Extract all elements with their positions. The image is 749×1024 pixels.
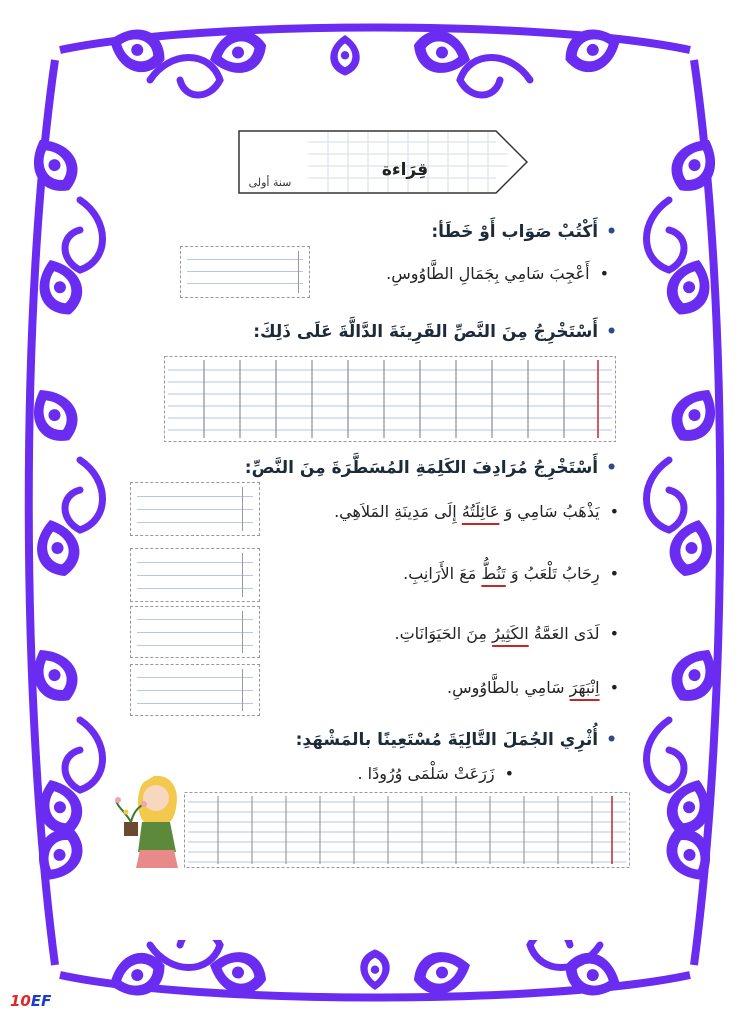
question-2-title: أَسْتَخْرِجُ مِنَ النَّصِّ القَرِينَةَ الدَّالَّةَ عَلَى ذَلِكَ: [253, 322, 599, 342]
question-3-title: أَسْتَخْرِجُ مُرَادِفَ الكَلِمَةِ المُسَطَّرَةَ مِنَ النَّصِّ: [244, 458, 599, 478]
site-logo [10, 992, 51, 1010]
bullet-icon: • [609, 624, 619, 643]
bullet-icon: • [599, 264, 609, 283]
logo-number: 10 [10, 992, 31, 1010]
bullet-icon: • [609, 502, 619, 521]
answer-grid-2[interactable] [164, 356, 616, 442]
q3-sentence-4 [447, 678, 619, 697]
q4-sentence [357, 764, 514, 783]
question-1-title: أَكْتُبْ صَوَاب أَوْ خَطَأ: [431, 222, 599, 242]
q3-s1-underlined: عَائِلَتُهُ [461, 502, 500, 521]
q1-sentence-text: أَعْجِبَ سَامِي بِجَمَالِ الطَّاوُوسِ. [386, 264, 590, 283]
q3-s3-part-b: مِنَ الحَيَوَانَاتِ. [394, 624, 493, 643]
q1-sentence [386, 264, 609, 283]
answer-box-3c[interactable] [130, 606, 260, 658]
q3-s3-part-a: لَدَى العَمَّةُ [528, 624, 600, 643]
bullet-icon: • [504, 764, 514, 783]
q3-s4-underlined: اِنْبَهَرَ [569, 678, 600, 697]
bullet-icon: • [606, 458, 617, 478]
bullet-icon: • [606, 222, 617, 242]
q3-s2-underlined: تَنُطُّ [481, 564, 506, 583]
q4-sentence-text: زَرَعَتْ سَلْمَى وُرُودًا . [357, 764, 495, 783]
q3-sentence-1 [334, 502, 619, 521]
girl-planting-illustration [114, 770, 190, 870]
q3-s1-part-a: يَذْهَبُ سَامِي وَ [499, 502, 600, 521]
question-4-title: أُثْرِي الجُمَلَ التَّالِيَةَ مُسْتَعِينًا بالمَشْهَدِ: [295, 730, 599, 750]
question-4 [296, 730, 617, 750]
answer-box-3d[interactable] [130, 664, 260, 716]
answer-box-3b[interactable] [130, 548, 260, 602]
answer-grid-4[interactable] [184, 792, 630, 868]
logo-letters: EF [30, 992, 52, 1010]
question-3 [245, 458, 617, 478]
q3-s2-part-a: رِحَابُ تَلْعَبُ وَ [505, 564, 600, 583]
q3-s3-underlined: الكَثِيرُ [492, 624, 529, 643]
q3-sentence-2 [403, 564, 619, 583]
answer-box-1[interactable] [180, 246, 310, 298]
page-title: قِرَاءة [381, 160, 429, 180]
q3-s1-part-b: إِلَى مَدِينَةِ المَلاَهِي. [334, 502, 462, 521]
bullet-icon: • [609, 678, 619, 697]
bullet-icon: • [609, 564, 619, 583]
q3-s4-part-b: سَامِي بالطَّاوُوسِ. [446, 678, 570, 697]
question-2 [253, 322, 617, 342]
question-1 [431, 222, 617, 242]
q3-sentence-3 [394, 624, 619, 643]
bullet-icon: • [606, 730, 617, 750]
bullet-icon: • [606, 322, 617, 342]
grade-label: سنة أولى [248, 176, 292, 189]
q3-s2-part-b: مَعَ الأَرَانِبِ. [403, 564, 482, 583]
answer-box-3a[interactable] [130, 482, 260, 536]
